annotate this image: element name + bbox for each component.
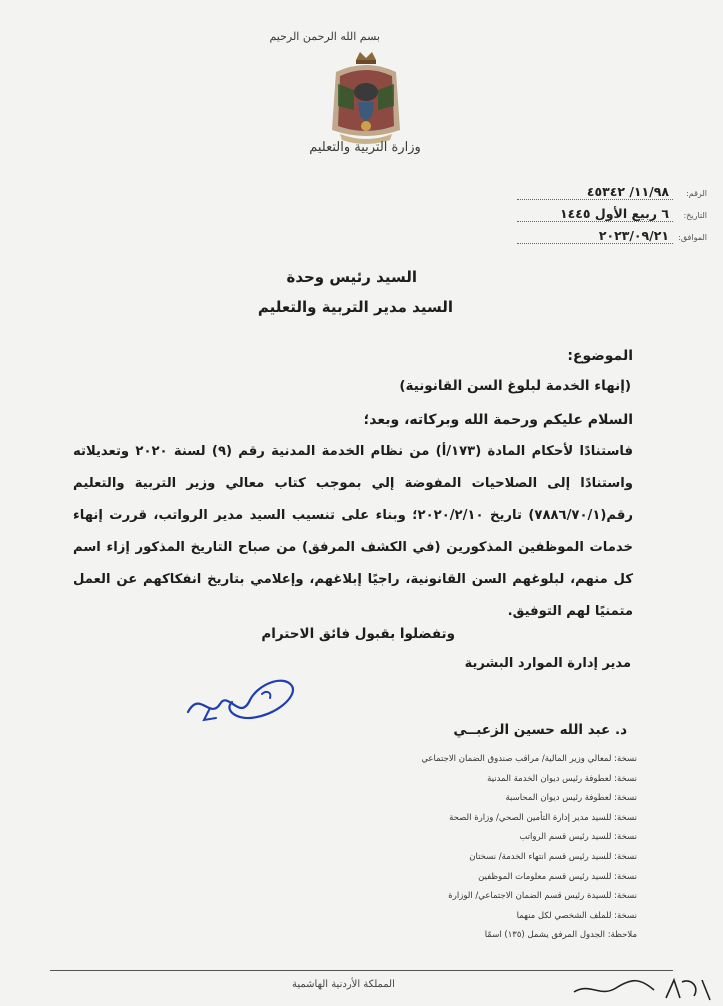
reference-block (517, 184, 707, 250)
reference-date-value: ٦ ربيع الأول ١٤٤٥ (517, 206, 673, 222)
copy-item: نسخة: لعطوفة رئيس ديوان المحاسبة (505, 793, 637, 804)
letter-body: فاستنادًا لأحكام المادة (١٧٣/أ) من نظام الخدمة المدنية رقم (٩) لسنة ٢٠٢٠ وتعديلاته واستنادًا إلى الصلاحيات المفوضة إلي بموجب كتاب معالي وزير التربية والتعليم رقم(٧٨٨٦/٧٠/١) تاريخ ٢٠٢٠/٢/١٠؛ وبناء على تنسيب السيد مدير الرواتب، قررت إنهاء خدمات الموظفين المذكورين (في الكشف المرفق) من صباح التاريخ المذكور إزاء اسم كل منهم، لبلوغهم السن القانونية، راجيًا إبلاغهم، وإعلامي بتاريخ انفكاكهم عن العمل متمنيًا لهم التوفيق. (73, 444, 634, 619)
signer-name: د. عبد الله حسين الزعبــي (453, 722, 627, 738)
copy-item: نسخة: للملف الشخصي لكل منهما (516, 910, 637, 921)
handwritten-signature-icon (180, 660, 300, 730)
copy-item: نسخة: للسيد مدير إدارة التأمين الصحي/ وزارة الصحة (449, 812, 637, 823)
copy-item: نسخة: للسيد رئيس قسم معلومات الموظفين (478, 871, 637, 882)
reference-date-label: التاريخ: (683, 211, 707, 220)
handwritten-annotation-icon (570, 968, 720, 1006)
greeting: السلام عليكم ورحمة الله وبركاته، وبعد؛ (363, 412, 633, 428)
footer-text: المملكة الأردنية الهاشمية (292, 979, 395, 990)
addressee-unit-head: السيد رئيس وحدة (286, 268, 417, 286)
closing: وتفضلوا بقبول فائق الاحترام (261, 626, 455, 642)
reference-number-label: الرقم: (686, 189, 707, 198)
copy-item: نسخة: للسيدة رئيس قسم الضمان الاجتماعي/ الوزارة (448, 891, 637, 902)
subject-text: (إنهاء الخدمة لبلوغ السن القانونية) (399, 378, 631, 394)
reference-corresponding-row (517, 228, 707, 250)
copy-item: نسخة: لمعالي وزير المالية/ مراقب صندوق الضمان الاجتماعي (421, 754, 637, 764)
subject-label: الموضوع: (567, 348, 633, 364)
basmala: بسم الله الرحمن الرحيم (269, 30, 380, 43)
copy-item: نسخة: للسيد رئيس قسم الرواتب (519, 832, 637, 843)
copy-item: نسخة: لعطوفة رئيس ديوان الخدمة المدنية (487, 773, 637, 784)
jordan-coat-of-arms-icon (326, 50, 406, 146)
reference-number-row (517, 184, 707, 206)
reference-corresponding-label: الموافق: (678, 233, 707, 242)
ministry-name: وزارة التربية والتعليم (309, 140, 421, 155)
reference-corresponding-value: ٢٠٢٣/٠٩/٢١ (517, 228, 673, 244)
copies-list (307, 750, 637, 946)
reference-date-row (517, 206, 707, 228)
signer-title: مدير إدارة الموارد البشرية (464, 656, 631, 671)
addressee-education-director: السيد مدير التربية والتعليم (257, 298, 453, 316)
copy-item: نسخة: للسيد رئيس قسم انتهاء الخدمة/ نسختان (469, 851, 637, 862)
reference-number-value: ١١/٩٨/ ٤٥٣٤٢ (517, 184, 673, 200)
attachment-note: ملاحظة: الجدول المرفق يشمل (١٣٥) اسمًا (484, 930, 637, 941)
